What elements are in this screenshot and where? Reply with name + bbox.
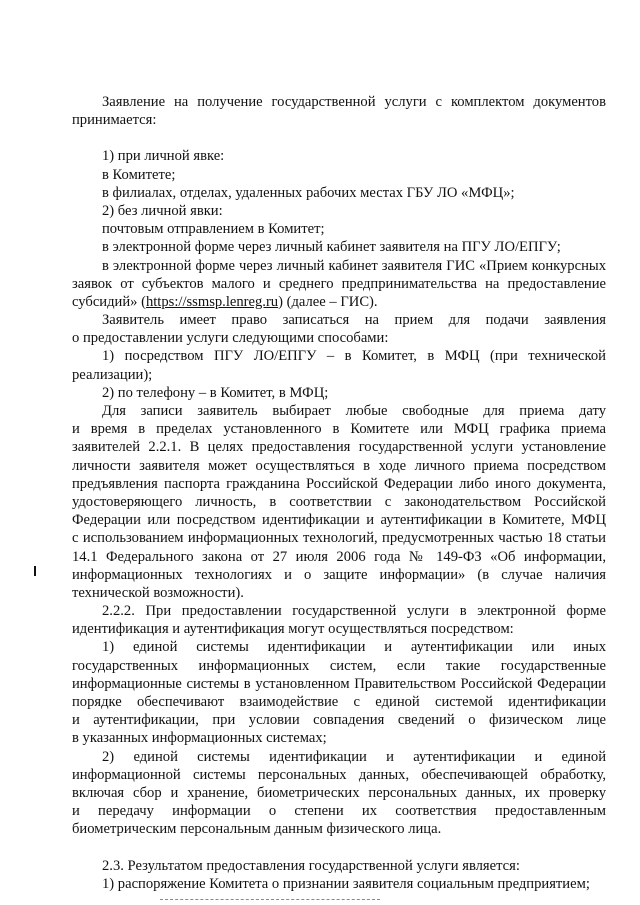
section-222-line: 1) единой системы идентификации и аутентификации или иных [102, 639, 606, 656]
method-item: в Комитете; [102, 166, 176, 183]
record-line: технической возможности). [72, 584, 244, 601]
section-222-line: информационные системы в установленном Правительством Российской Федерации [72, 675, 606, 692]
spacer [72, 839, 606, 857]
appointment-line: 2) по телефону – в Комитет, в МФЦ; [102, 384, 329, 401]
intro-line-2: принимается: [72, 112, 157, 129]
method-item: 1) при личной явке: [102, 148, 225, 165]
appointment-line: о предоставлении услуги следующими способами: [72, 330, 389, 347]
section-222-line: включая сбор и хранение, биометрических персональных данных, их проверку [72, 784, 606, 801]
section-23-line: 1) распоряжение Комитета о признании заявителя социальным предприятием; [102, 875, 590, 892]
gis-line-2: заявок от субъектов малого и среднего предпринимательства на предоставление [72, 275, 606, 292]
gis-line-3-prefix: субсидий» ( [72, 293, 146, 310]
method-item: 2) без личной явки: [102, 202, 223, 219]
record-line: Федерации или посредством идентификации и аутентификации в Комитете, МФЦ [72, 512, 606, 529]
gis-line-3 [72, 293, 606, 311]
record-line: удостоверяющего личность, в соответствии с законодательством Российской [72, 493, 606, 510]
method-item: в электронной форме через личный кабинет заявителя на ПГУ ЛО/ЕПГУ; [102, 239, 561, 256]
section-222-line: и аутентификации, при условии совпадения сведений о физическом лице [72, 712, 606, 729]
section-222-line: информационной системы персональных данных, обеспечивающей обработку, [72, 766, 606, 783]
record-line: 14.1 Федерального закона от 27 июля 2006 года № 149-ФЗ «Об информации, [72, 548, 606, 565]
appointment-line: 1) посредством ПГУ ЛО/ЕПГУ – в Комитет, в МФЦ (при технической [102, 348, 606, 365]
gis-line-3-suffix: ) (далее – ГИС). [278, 293, 378, 310]
appointment-line: реализации); [72, 366, 153, 383]
margin-change-bar [34, 566, 36, 576]
section-222-line: 2.2.2. При предоставлении государственной услуги в электронной форме [102, 603, 606, 620]
section-222-line: биометрическим персональным данным физического лица. [72, 821, 442, 838]
record-line: и время в пределах установленного в Комитете или МФЦ графика приема [72, 421, 606, 438]
section-222-line: в указанных информационных системах; [72, 730, 327, 747]
record-line: предъявления паспорта гражданина Российской Федерации либо иного документа, [72, 475, 606, 492]
section-23-line: 2.3. Результатом предоставления государственной услуги является: [102, 857, 520, 874]
appointment-line: Заявитель имеет право записаться на прием для подачи заявления [102, 312, 606, 329]
gis-link[interactable]: https://ssmsp.lenreg.ru [145, 293, 279, 310]
record-line: Для записи заявитель выбирает любые свободные для приема дату [102, 403, 606, 419]
document-body [72, 93, 606, 893]
section-222-line: идентификация и аутентификация могут осуществляться посредством: [72, 621, 514, 638]
record-line: информационных технологиях и о защите информации» (в случае наличия [72, 566, 606, 583]
record-line: заявителей 2.2.1. В целях предоставления государственной услуги установление [72, 439, 606, 456]
section-222-line: государственных информационных систем, если такие государственные [72, 657, 606, 674]
spacer [72, 129, 606, 147]
method-item: в филиалах, отделах, удаленных рабочих местах ГБУ ЛО «МФЦ»; [102, 184, 515, 201]
method-item: почтовым отправлением в Комитет; [102, 221, 325, 238]
intro-line-1: Заявление на получение государственной услуги с комплектом документов [102, 94, 606, 110]
section-222-line: порядке обеспечивают взаимодействие с единой системой идентификации [72, 694, 606, 710]
section-222-line: 2) единой системы идентификации и аутентификации и единой [102, 748, 606, 765]
record-line: личности заявителя может осуществляться в ходе личного приема посредством [72, 457, 606, 474]
record-line: с использованием информационных технологий, предусмотренных частью 18 статьи [72, 530, 606, 547]
section-222-line: и передачу информации о степени их соответствия предоставленным [72, 803, 606, 820]
gis-line-1: в электронной форме через личный кабинет заявителя ГИС «Прием конкурсных [102, 257, 606, 274]
bottom-divider [160, 899, 380, 901]
